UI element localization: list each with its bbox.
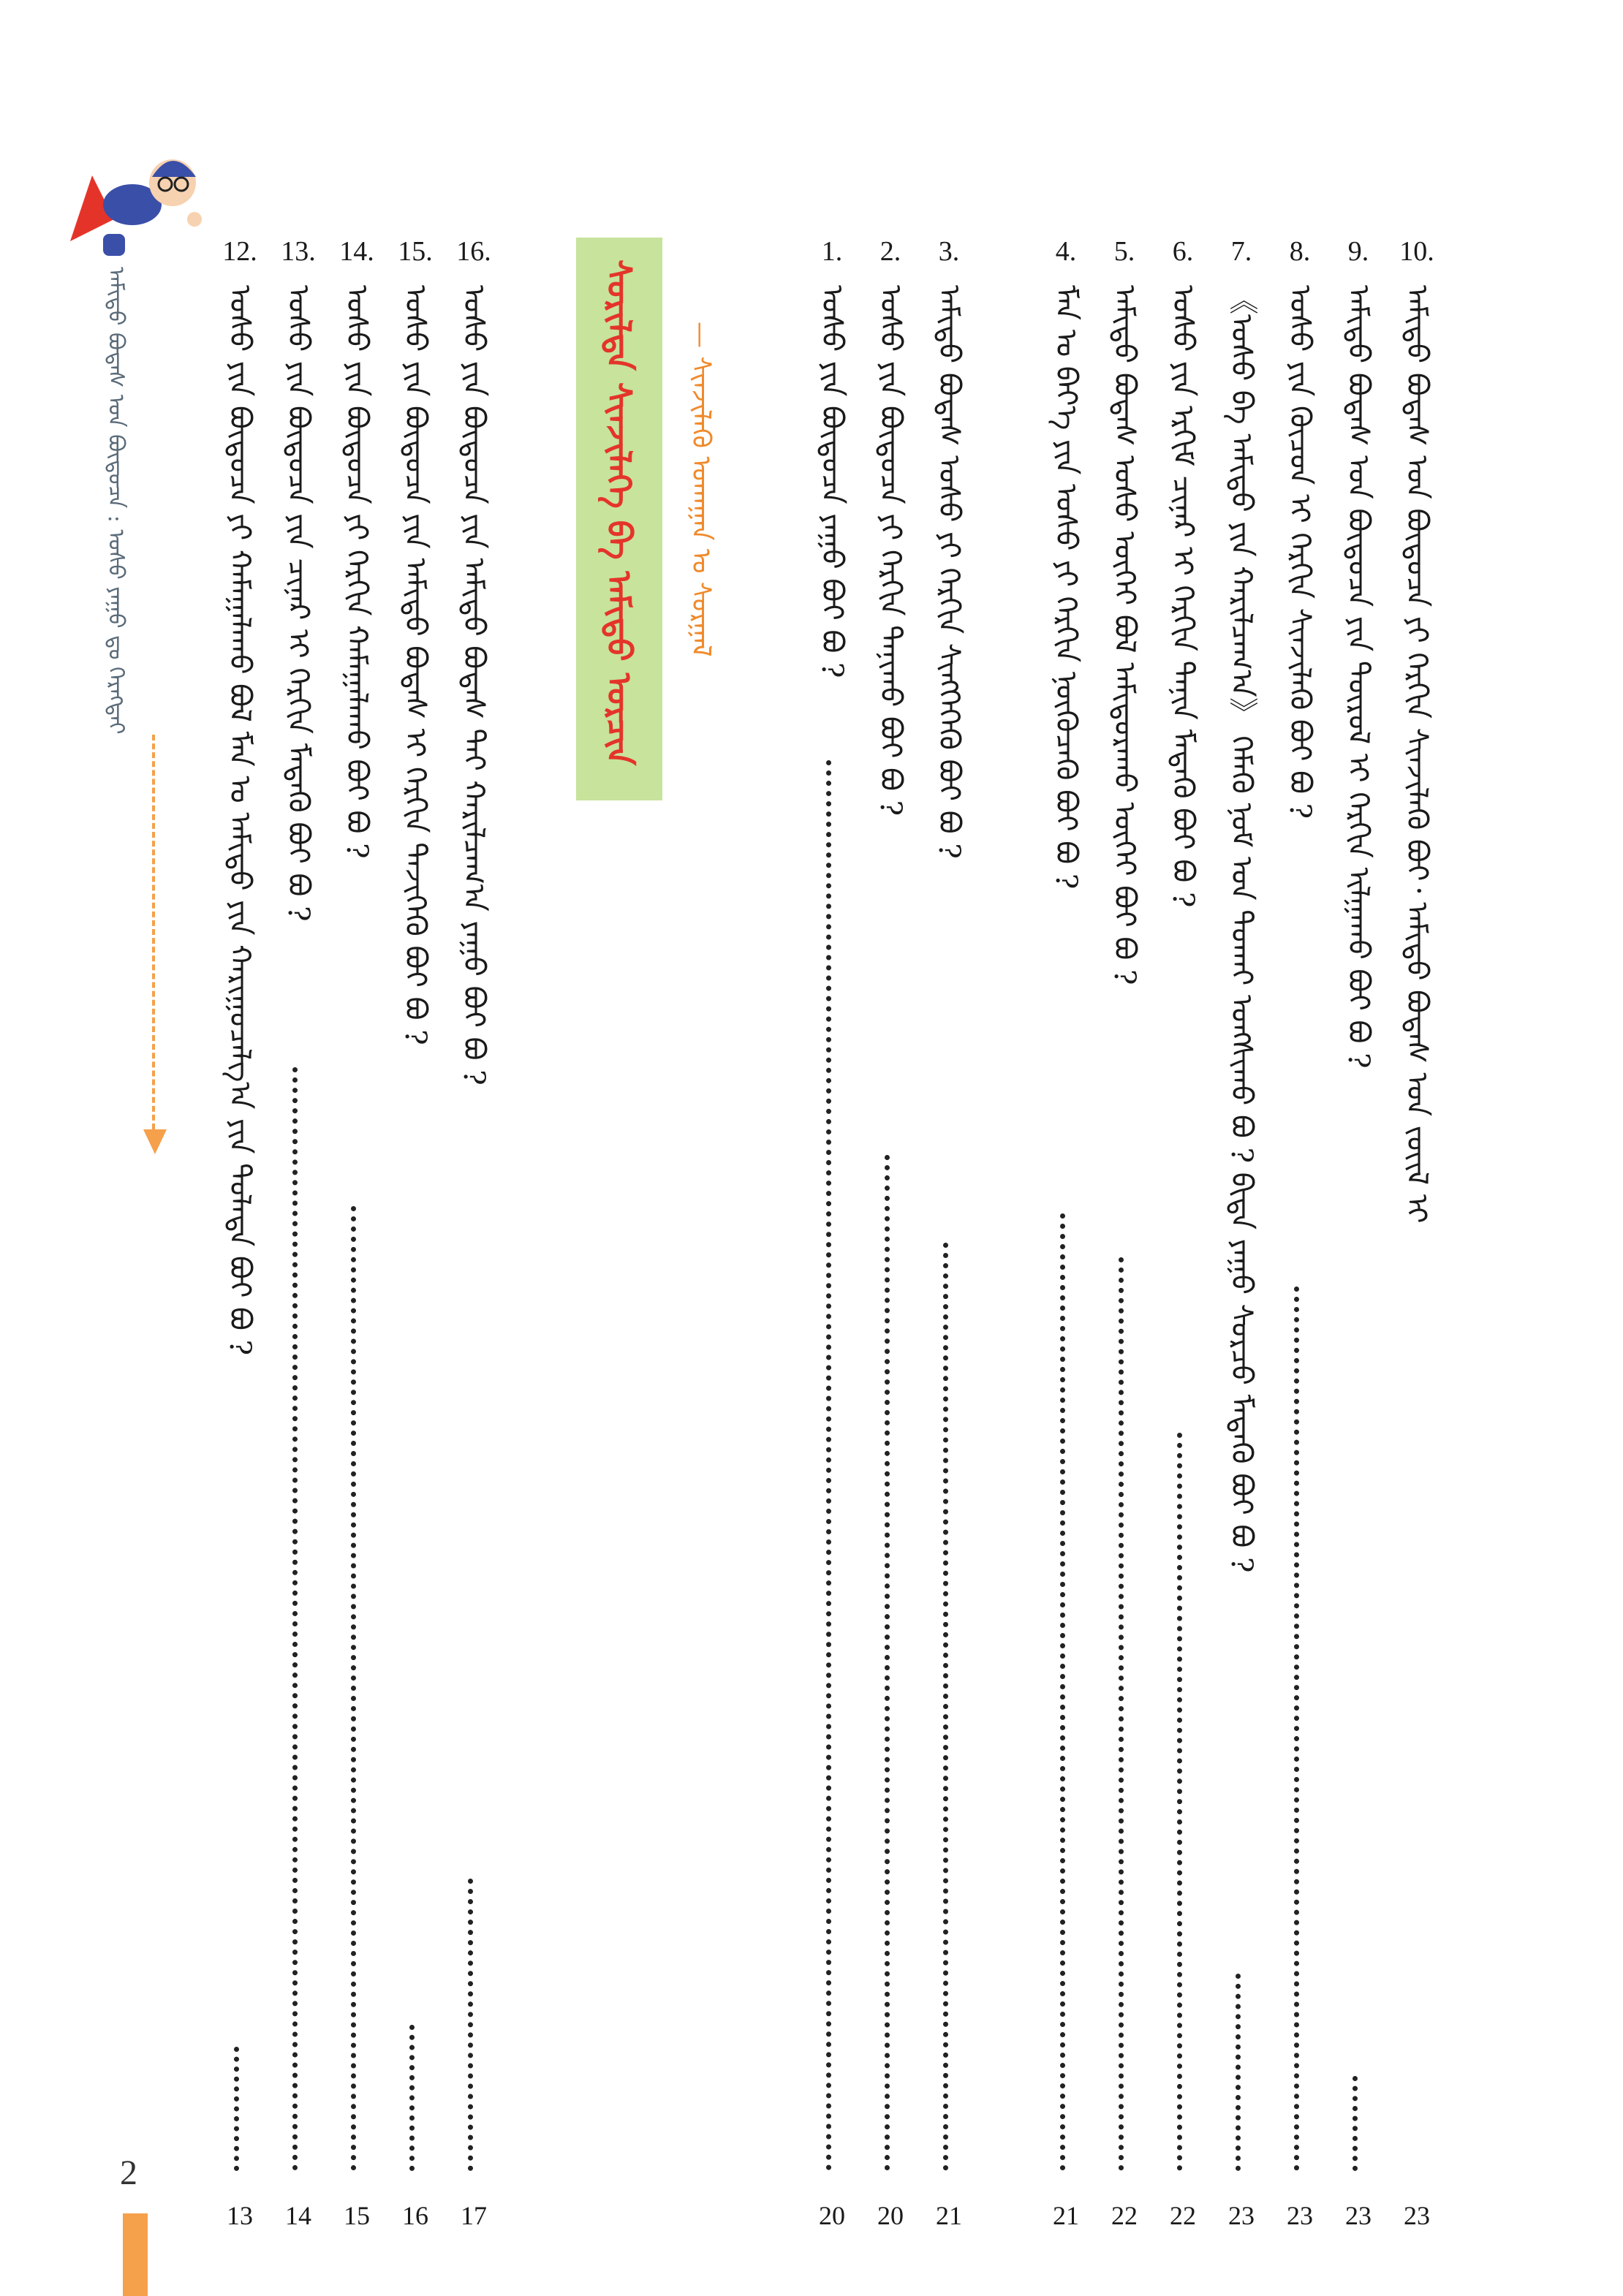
toc-entry-page: 14 bbox=[285, 2201, 311, 2230]
toc-entry[interactable] bbox=[1335, 234, 1382, 2230]
section-title: ᠰᠣᠷᠢᠯᠲᠠ ᠰᠢᠨᠵᠢᠯᠡᠭᠡ ᠪᠠ ᠠᠮᠢᠳᠤ ᠣᠷᠴᠢᠨ bbox=[599, 259, 639, 765]
leader-dots bbox=[292, 1067, 298, 2171]
leader-dots bbox=[943, 1243, 948, 2171]
toc-entry-page: 22 bbox=[1111, 2201, 1138, 2230]
toc-entry-text: ᠠᠮᠢᠳᠤ ᠪᠣᠳᠠᠰ ᠤᠨ ᠪᠦᠲᠦᠴᠡ ᠶᠢᠨ ᠲᠥᠷᠥᠯ ᠢ ᠬᠡᠷᠬᠢᠨ ᠢᠯᠭᠠᠬᠤ ᠪᠤᠢ ᠪᠤ ? bbox=[1342, 285, 1375, 1069]
toc-entry-text: ᠤᠰᠤ ᠶᠢᠨ ᠪᠦᠲᠦᠴᠡ ᠶᠢᠨ ᠠᠮᠢᠳᠤ ᠪᠣᠳᠠᠰ ᠢ ᠬᠡᠷᠬᠢᠨ ᠲᠡᠵᠢᠭᠡᠬᠦ ᠪᠤᠢ ᠪᠤ ? bbox=[398, 285, 432, 1045]
toc-entry-text: ᠠᠮᠢᠳᠤ ᠪᠣᠳᠠᠰ ᠤᠰᠤ ᠦᠭᠡᠢ ᠪᠣᠯ ᠠᠮᠢᠳᠤᠷᠠᠬᠤ ᠦᠭᠡᠢ ᠪᠤᠢ ᠪᠤ ? bbox=[1108, 285, 1141, 985]
toc-entry-number: 12. bbox=[222, 236, 257, 267]
toc-entry-number: 8. bbox=[1289, 236, 1311, 267]
toc-entry-text: ᠤᠰᠤ ᠶᠢᠨ ᠪᠦᠲᠦᠴᠡ ᠶᠢ ᠬᠡᠷᠬᠢᠨ ᠬᠠᠮᠠᠭᠠᠯᠠᠬᠤ ᠪᠤᠢ ᠪᠤ ? bbox=[340, 285, 374, 859]
toc-entry-text: ᠤᠰᠤ ᠶᠢᠨ ᠪᠦᠲᠦᠴᠡ ᠶᠠᠭᠤ ᠪᠤᠢ ᠪᠤ ? bbox=[815, 285, 849, 678]
leader-dots bbox=[1352, 2076, 1358, 2171]
toc-entry-page: 23 bbox=[1404, 2201, 1430, 2230]
page-edge-tab bbox=[123, 2213, 148, 2296]
toc-entry-text: ᠤᠰᠤ ᠶᠢᠨ ᠪᠦᠲᠦᠴᠡ ᠶᠢᠨ ᠴᠢᠨᠠᠷ ᠢ ᠬᠡᠷᠬᠢᠨ ᠮᠡᠳᠡᠬᠦ ᠪᠤᠢ ᠪᠤ ? bbox=[281, 285, 315, 922]
toc-entry[interactable] bbox=[1159, 234, 1206, 2230]
toc-entry-number: 15. bbox=[398, 236, 433, 267]
toc-entry-text: ᠤᠰᠤ ᠶᠢᠨ ᠪᠦᠲᠦᠴᠡ ᠶᠢ ᠬᠠᠮᠠᠭᠠᠯᠠᠬᠤ ᠪᠣᠯ ᠮᠠᠨ ᠤ ᠠᠮᠢᠳᠤ ᠶᠢᠨ ᠬᠠᠷᠢᠭᠤᠴᠠᠯᠭ᠎ᠠ ᠶᠢᠨ ᠲᠤᠯᠠᠳᠠ ᠪᠤᠢ ᠪᠤ ? bbox=[223, 285, 257, 1356]
toc-entry[interactable] bbox=[1101, 234, 1148, 2230]
toc-entry-text: ᠤᠰᠤ ᠶᠢᠨ ᠪᠦᠲᠦᠴᠡ ᠶᠢᠨ ᠠᠮᠢᠳᠤ ᠪᠣᠳᠠᠰ ᠲᠠᠢ ᠬᠠᠷᠢᠯᠴᠠᠭ᠎ᠠ ᠶᠠᠭᠤ ᠪᠤᠢ ᠪᠤ ? bbox=[457, 285, 491, 1086]
toc-entry[interactable] bbox=[867, 234, 914, 2230]
toc-entry-text: ᠤᠰᠤ ᠶᠢᠨ ᠬᠦᠴᠦᠨ ᠢ ᠬᠡᠷᠬᠢᠨ ᠰᠢᠨᠵᠢᠯᠡᠬᠦ ᠪᠤᠢ ᠪᠤ ? bbox=[1283, 285, 1317, 819]
toc-entry-number: 4. bbox=[1055, 236, 1077, 267]
leader-dots bbox=[885, 1155, 890, 2171]
toc-entry-number: 10. bbox=[1399, 236, 1434, 267]
toc-entry-page: 16 bbox=[402, 2201, 428, 2230]
toc-entry-page: 22 bbox=[1170, 2201, 1196, 2230]
toc-entry-page: 13 bbox=[227, 2201, 253, 2230]
toc-entry-text: ᠤᠰᠤ ᠶᠢᠨ ᠡᠷᠬᠢᠮ ᠴᠢᠨᠠᠷ ᠢ ᠬᠡᠷᠬᠢᠨ ᠲᠠᠨᠢᠨ ᠮᠡᠳᠡᠬᠦ ᠪᠤᠢ ᠪᠤ ? bbox=[1166, 285, 1200, 908]
toc-entry-text: ᠠᠮᠢᠳᠤ ᠪᠣᠳᠠᠰ ᠤᠰᠤ ᠶᠢ ᠬᠡᠷᠬᠢᠨ ᠰᠢᠩᠭᠡᠭᠡᠬᠦ ᠪᠤᠢ ᠪᠤ ? bbox=[932, 285, 966, 859]
toc-entry-number: 1. bbox=[821, 236, 843, 267]
toc-entry-number: 3. bbox=[938, 236, 960, 267]
toc-entry[interactable] bbox=[809, 234, 855, 2230]
toc-entry-number: 2. bbox=[879, 236, 901, 267]
leader-dots bbox=[1177, 1433, 1182, 2171]
leader-dots bbox=[409, 2025, 415, 2171]
toc-entry-number: 9. bbox=[1347, 236, 1369, 267]
toc-entry-text: 《ᠤᠰᠤ ᠪᠠ ᠠᠮᠢᠳᠤ ᠶᠢᠨ ᠬᠠᠷᠢᠯᠴᠠᠭ᠎ᠠ》 ᠬᠡᠮᠡᠬᠦ ᠨᠣᠮ ᠤᠨ ᠲᠤᠬᠠᠢ ᠤᠩᠰᠢᠬᠤ ᠪᠤ ? ᠪᠢᠳᠡ ᠶᠠᠭᠤ ᠰᠤᠷᠴᠤ ᠮᠡᠳᠡᠬᠦ ᠪᠤᠢ ᠪᠤ ? bbox=[1225, 285, 1258, 1573]
leader-dots bbox=[1236, 1974, 1241, 2171]
toc-entry-page: 23 bbox=[1345, 2201, 1372, 2230]
toc-entry-page: 21 bbox=[1053, 2201, 1079, 2230]
toc-entry[interactable] bbox=[216, 234, 263, 2230]
section-subtitle: — ᠰᠢᠨᠵᠢᠯᠡᠬᠦ ᠤᠬᠠᠭᠠᠨ ᠤ ᠰᠤᠷᠭᠠᠯ bbox=[686, 322, 716, 657]
running-head-rule bbox=[152, 735, 155, 1129]
toc-entry-page: 21 bbox=[936, 2201, 962, 2230]
leader-dots bbox=[351, 1206, 356, 2171]
toc-entry-number: 7. bbox=[1230, 236, 1252, 267]
leader-dots bbox=[1119, 1257, 1124, 2171]
section-banner bbox=[576, 238, 662, 800]
page-number: 2 bbox=[120, 2153, 137, 2192]
toc-entry-text: ᠠᠮᠢᠳᠤ ᠪᠣᠳᠠᠰ ᠤᠨ ᠪᠦᠲᠦᠴᠡ ᠶᠢ ᠬᠡᠷᠬᠢᠨ ᠰᠢᠨᠵᠢᠯᠡᠬᠦ ᠪᠤᠢ᠂ ᠠᠮᠢᠳᠤ ᠪᠣᠳᠠᠰ ᠤᠨ ᠵᠦᠢᠯ ᠢ bbox=[1400, 285, 1434, 1224]
toc-entry-number: 5. bbox=[1113, 236, 1135, 267]
toc-entry[interactable] bbox=[392, 234, 439, 2230]
toc-entry-text: ᠤᠰᠤ ᠶᠢᠨ ᠪᠦᠲᠦᠴᠡ ᠶᠢ ᠬᠡᠷᠬᠢᠨ ᠲᠠᠨᠢᠬᠤ ᠪᠤᠢ ᠪᠤ ? bbox=[874, 285, 907, 817]
leader-dots bbox=[826, 760, 831, 2171]
toc-entry[interactable] bbox=[275, 234, 322, 2230]
mascot-illustration bbox=[63, 132, 216, 270]
toc-entry-page: 17 bbox=[461, 2201, 487, 2230]
toc-entry-page: 23 bbox=[1287, 2201, 1313, 2230]
toc-entry[interactable] bbox=[1218, 234, 1265, 2230]
toc-entry-page: 20 bbox=[877, 2201, 904, 2230]
leader-dots bbox=[1060, 1213, 1065, 2171]
toc-entry-number: 13. bbox=[281, 236, 316, 267]
toc-entry[interactable] bbox=[926, 234, 972, 2230]
toc-entry[interactable] bbox=[1276, 234, 1323, 2230]
toc-entry-page: 23 bbox=[1228, 2201, 1255, 2230]
leader-dots bbox=[468, 1879, 473, 2171]
toc-entry-page: 15 bbox=[344, 2201, 370, 2230]
toc-entry[interactable] bbox=[1043, 234, 1089, 2230]
leader-dots bbox=[234, 2047, 239, 2171]
toc-entry-number: 14. bbox=[339, 236, 374, 267]
toc-entry-number: 16. bbox=[456, 236, 491, 267]
running-head: ᠠᠮᠢᠳᠤ ᠪᠣᠳᠠᠰ ᠤᠨ ᠪᠦᠲᠦᠴᠡ : ᠤᠰᠤ ᠶᠠᠭᠤ ᠳᠤ ᠬᠡᠷᠡᠭᠲᠡᠢ bbox=[103, 267, 129, 735]
leader-dots bbox=[1294, 1287, 1299, 2171]
toc-entry[interactable] bbox=[333, 234, 380, 2230]
toc-entry[interactable] bbox=[450, 234, 497, 2230]
triangle-marker-icon bbox=[143, 1129, 167, 1154]
toc-entry[interactable] bbox=[1393, 234, 1440, 2230]
toc-entry-number: 6. bbox=[1172, 236, 1194, 267]
toc-entry-text: ᠮᠠᠨ ᠤ ᠪᠡᠶ᠎ᠡ ᠶᠢᠨ ᠤᠰᠤ ᠶᠢ ᠬᠡᠷᠬᠢᠨ ᠨᠥᠭᠦᠴᠡᠬᠦ ᠪᠤᠢ ᠪᠤ ? bbox=[1049, 285, 1083, 890]
toc-entry-page: 20 bbox=[819, 2201, 845, 2230]
